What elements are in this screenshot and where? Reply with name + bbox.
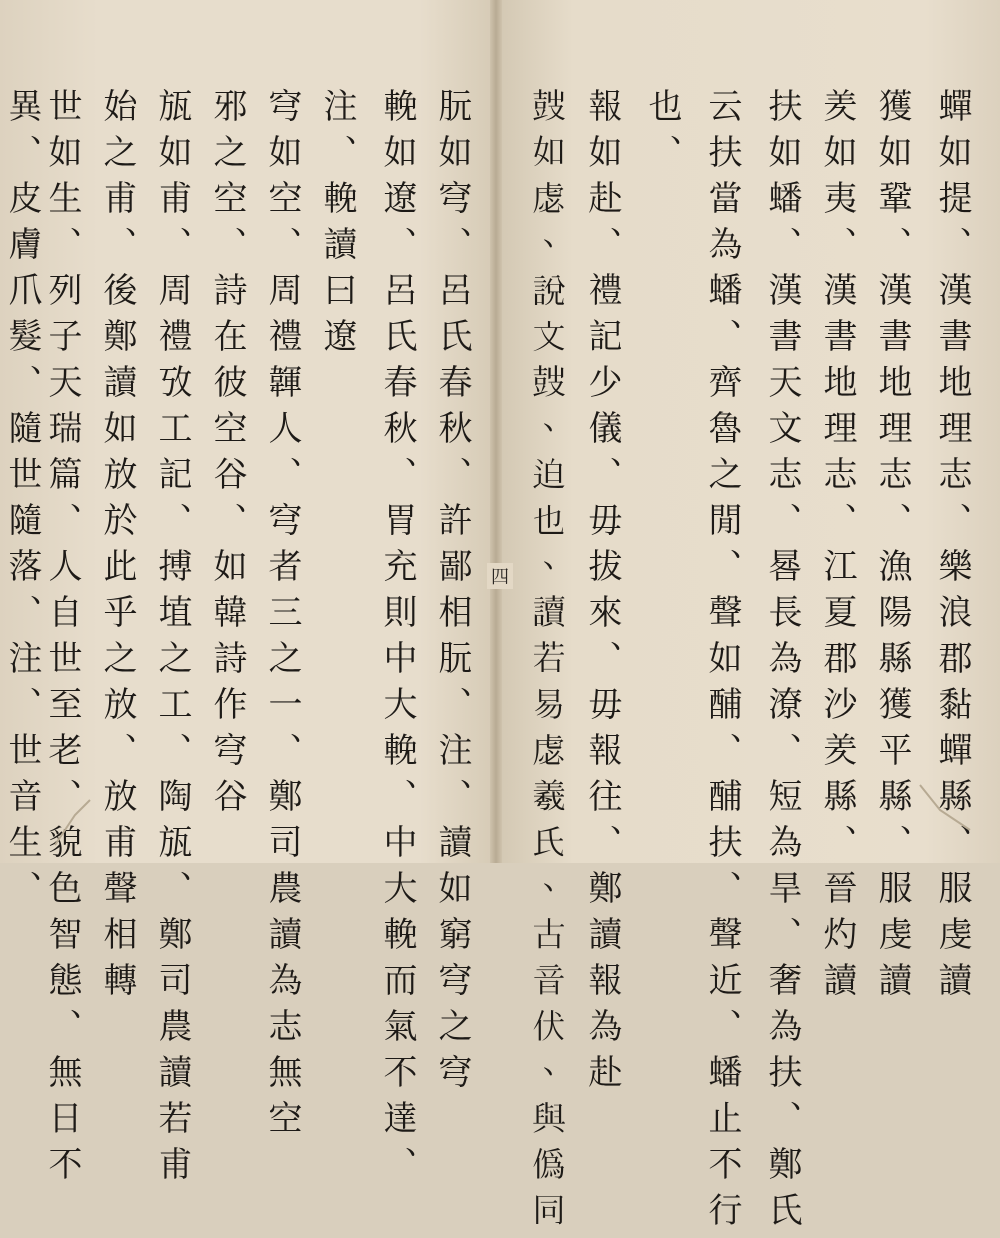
right-col-8: 𡔷如虙、說文𡔷、迫也、讀若易虙羲氏、古音伏、與僞同 xyxy=(527,88,567,1238)
right-page xyxy=(498,0,1000,863)
left-col-2: 輓如遼、呂氏春秋、胃充則中大輓、中大輓而氣不達、 xyxy=(377,88,417,1192)
book-gutter xyxy=(490,0,502,863)
right-col-6: 也、 xyxy=(642,88,682,180)
left-col-9: 異、皮膚爪髮、隨世隨落、注、世音生、 xyxy=(2,88,42,916)
left-col-5: 邪之空、詩在彼空谷、如韓詩作穹谷 xyxy=(207,88,247,824)
left-col-8: 世如生、列子天瑞篇、人自世至老、貌色智態、無日不 xyxy=(42,88,82,1192)
right-col-4: 扶如蟠、漢書天文志、晷長為潦、短為旱、奢為扶、鄭氏 xyxy=(762,88,802,1238)
right-col-3: 羑如夷、漢書地理志、江夏郡沙羑縣、晉灼讀 xyxy=(817,88,857,1008)
left-col-6: 瓬如甫、周禮攷工記、搏埴之工、陶瓬、鄭司農讀若甫 xyxy=(152,88,192,1192)
right-col-2: 獲如鞏、漢書地理志、漁陽縣獲平縣、服虔讀 xyxy=(872,88,912,1008)
left-col-1: 朊如穹、呂氏春秋、許鄙相朊、注、讀如窮穹之穹 xyxy=(432,88,472,1100)
right-col-7: 報如赴、禮記少儀、毋拔來、毋報往、鄭讀報為赴 xyxy=(582,88,622,1100)
page-number: 四 xyxy=(487,563,513,589)
right-col-5: 云扶當為蟠、齊魯之閒、聲如酺、酺扶、聲近、蟠止不行 xyxy=(702,88,742,1238)
left-col-7: 始之甫、後鄭讀如放於此乎之放、放甫聲相轉 xyxy=(97,88,137,1008)
left-col-4: 穹如空、周禮韗人、穹者三之一、鄭司農讀為志無空 xyxy=(262,88,302,1146)
right-col-1: 蟬如提、漢書地理志、樂浪郡黏蟬縣、服虔讀 xyxy=(932,88,972,1008)
left-col-3: 注、輓讀曰遼 xyxy=(317,88,357,364)
